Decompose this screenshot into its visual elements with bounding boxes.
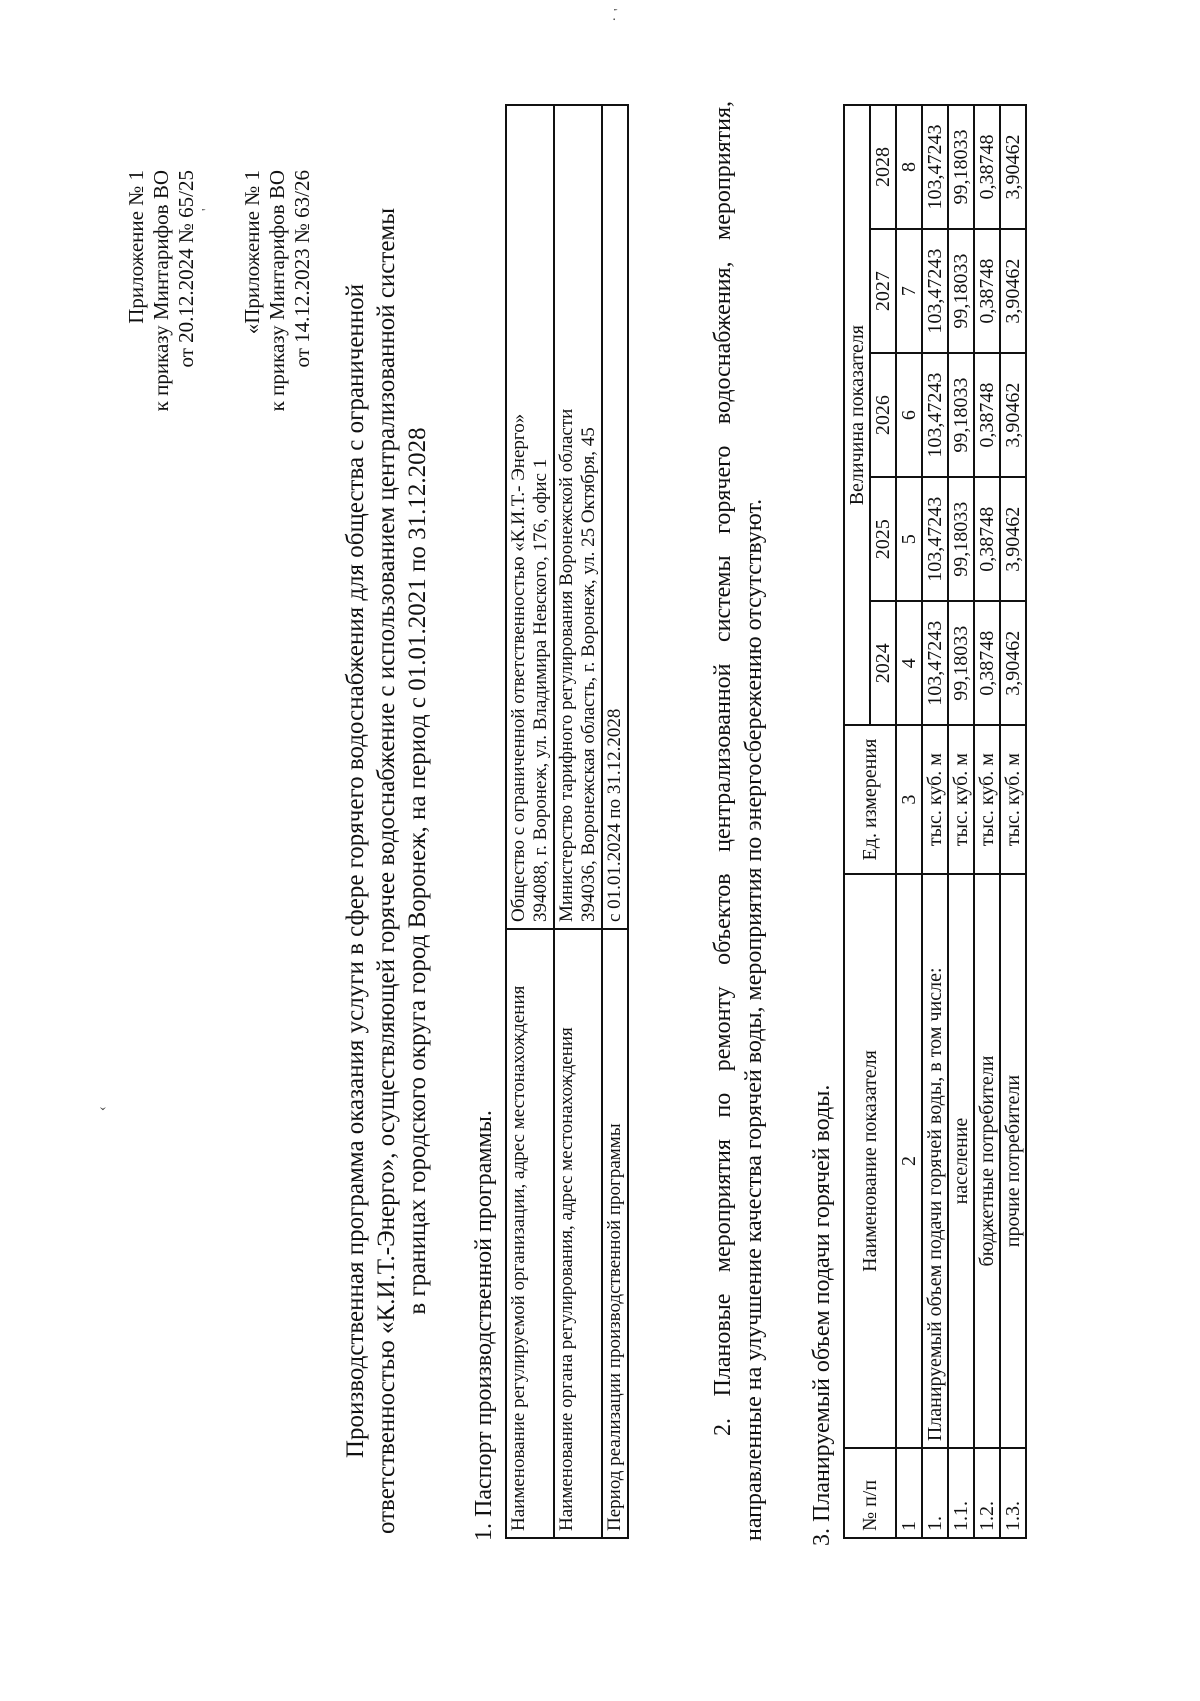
row-value: 103,47243 (922, 477, 948, 601)
title-line: ответственностью «К.И.Т.-Энерго», осуществляющей горячее водоснабжение с использованием централизованной системы (373, 207, 400, 1535)
title-line: Производственная программа оказания услуги в сфере горячего водоснабжения для общества с ограниченной (342, 283, 369, 1459)
header-indicator-name: Наименование показателя (844, 874, 896, 1448)
row-name: прочие потребители (1000, 874, 1026, 1448)
table-row (554, 105, 602, 1538)
row-value: 99,18033 (948, 601, 974, 725)
paragraph-line: 2. Плановые мероприятия по ремонту объектов централизованной системы горячего водоснабжения, мероприятия, (710, 101, 736, 1436)
appendix-header-previous (240, 170, 315, 630)
row-value: 103,47243 (922, 353, 948, 477)
passport-value-line: 394036, Воронежская область, г. Воронеж, ул. 25 Октября, 45 (578, 427, 599, 922)
row-value: 0,38748 (974, 105, 1000, 229)
column-index: 6 (896, 353, 922, 477)
scan-speck: ‹ (95, 1106, 110, 1111)
paragraph-line: направленные на улучшение качества горячей воды, мероприятия по энергосбережению отсутствуют. (741, 498, 767, 1541)
scan-speck: . (604, 17, 619, 21)
row-num: 1. (922, 1448, 948, 1538)
table-row (506, 105, 554, 1538)
row-value: 99,18033 (948, 477, 974, 601)
passport-value-line: Министерство тарифного регулирования Воронежской области (556, 408, 577, 922)
row-value: 99,18033 (948, 229, 974, 353)
appendix-line: «Приложение № 1 (240, 170, 264, 335)
column-index: 4 (896, 601, 922, 725)
table-row (974, 105, 1000, 1538)
scan-speck: ' (612, 8, 627, 11)
row-value: 0,38748 (974, 477, 1000, 601)
title-line: в границах городского округа город Воронеж, на период с 01.01.2021 по 31.12.2028 (404, 427, 431, 1315)
hot-water-volume-table (843, 104, 1027, 1539)
row-unit: тыс. куб. м (948, 725, 974, 874)
row-value: 0,38748 (974, 353, 1000, 477)
appendix-line: к приказу Минтарифов ВО (265, 170, 289, 412)
table-row (948, 105, 974, 1538)
header-year: 2024 (870, 601, 896, 725)
passport-value: с 01.01.2024 по 31.12.2028 (602, 105, 628, 929)
row-value: 99,18033 (948, 353, 974, 477)
header-year: 2027 (870, 229, 896, 353)
row-name: бюджетные потребители (974, 874, 1000, 1448)
table-header-row (844, 105, 870, 1538)
row-value: 103,47243 (922, 105, 948, 229)
document-title (340, 161, 433, 1581)
row-value: 3,90462 (1000, 105, 1026, 229)
column-index-row (896, 105, 922, 1538)
header-value-group: Величина показателя (844, 105, 870, 725)
table-row (602, 105, 628, 1538)
passport-value (554, 105, 602, 929)
column-index: 1 (896, 1448, 922, 1538)
header-year: 2025 (870, 477, 896, 601)
row-value: 3,90462 (1000, 229, 1026, 353)
section-planned-measures (708, 101, 770, 1541)
column-index: 3 (896, 725, 922, 874)
column-index: 5 (896, 477, 922, 601)
header-year: 2026 (870, 353, 896, 477)
column-index: 2 (896, 874, 922, 1448)
row-value: 99,18033 (948, 105, 974, 229)
row-value: 103,47243 (922, 601, 948, 725)
passport-value (506, 105, 554, 929)
passport-label: Период реализации производственной программы (602, 929, 628, 1538)
appendix-line: Приложение № 1 (124, 170, 148, 324)
passport-label: Наименование органа регулирования, адрес местонахождения (554, 929, 602, 1538)
row-num: 1.1. (948, 1448, 974, 1538)
header-num: № п/п (844, 1448, 896, 1538)
row-value: 103,47243 (922, 229, 948, 353)
appendix-header-current (124, 170, 199, 630)
section-heading-passport: 1. Паспорт производственной программы. (471, 1110, 497, 1541)
row-name: Планируемый объем подачи горячей воды, в том числе: (922, 874, 948, 1448)
appendix-line: от 14.12.2023 № 63/26 (290, 170, 314, 368)
row-unit: тыс. куб. м (1000, 725, 1026, 874)
row-unit: тыс. куб. м (974, 725, 1000, 874)
passport-table (505, 104, 629, 1539)
passport-label: Наименование регулируемой организации, адрес местонахождения (506, 929, 554, 1538)
column-index: 7 (896, 229, 922, 353)
row-num: 1.3. (1000, 1448, 1026, 1538)
row-num: 1.2. (974, 1448, 1000, 1538)
row-value: 0,38748 (974, 601, 1000, 725)
row-value: 3,90462 (1000, 353, 1026, 477)
header-unit: Ед. измерения (844, 725, 896, 874)
appendix-line: к приказу Минтарифов ВО (149, 170, 173, 412)
row-value: 3,90462 (1000, 601, 1026, 725)
passport-value-line: Общество с ограниченной ответственностью «К.И.Т.- Энерго» (508, 413, 529, 922)
scan-speck: ' (200, 208, 215, 211)
header-year: 2028 (870, 105, 896, 229)
table-row (922, 105, 948, 1538)
row-value: 0,38748 (974, 229, 1000, 353)
table-row (1000, 105, 1026, 1538)
row-unit: тыс. куб. м (922, 725, 948, 874)
passport-value-line: 394088, г. Воронеж, ул. Владимира Невского, 176, офис 1 (530, 458, 551, 922)
section-heading-volume: 3. Планируемый объем подачи горячей воды. (809, 1084, 835, 1546)
column-index: 8 (896, 105, 922, 229)
row-name: население (948, 874, 974, 1448)
appendix-line: от 20.12.2024 № 65/25 (174, 170, 198, 368)
row-value: 3,90462 (1000, 477, 1026, 601)
